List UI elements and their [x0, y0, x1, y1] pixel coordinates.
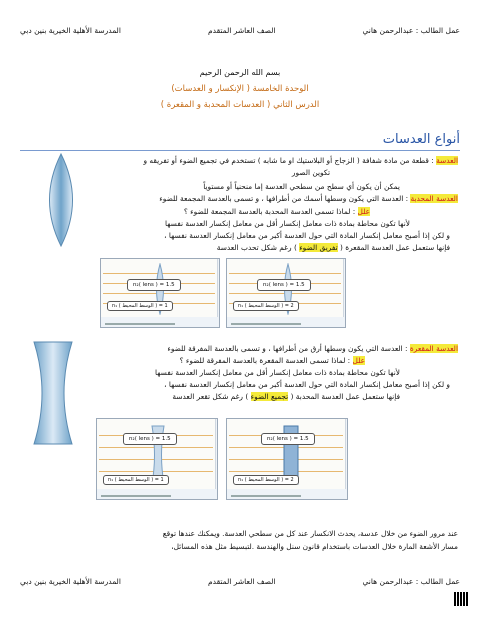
- concave-answer-3-pre: فإنها ستعمل عمل العدسة المحدبة (: [288, 392, 400, 401]
- concave-question-text: : لماذا تسمى العدسة المقعرة بالعدسة المفرقة للضوء ؟: [179, 356, 353, 365]
- qr-code-icon: [454, 592, 468, 606]
- convex-answer-1: لأنها تكون محاطة بمادة ذات معامل إنكسار أقل من معامل إنكسار العدسة نفسها: [165, 219, 410, 228]
- sim-medium-index: n₁ ( الوسط المحيط ) = 2: [233, 301, 299, 311]
- concave-definition: [20, 344, 458, 354]
- convex-definition: [20, 194, 458, 204]
- closing-line-2: مسار الأشعة المارة خلال العدسات باستخدام قانون سنل والهندسة .لتبسيط مثل هذه المسائل،: [171, 542, 458, 551]
- sim-pane: [97, 419, 216, 489]
- sim-slider[interactable]: [231, 495, 301, 497]
- concave-answer-2: و لكن إذا أصبح معامل إنكسار المادة التي حول العدسة أكبر من معامل إنكسار العدسة نفسها ،: [164, 380, 450, 389]
- convex-definition-text: : العدسة التي يكون وسطها أسمك من أطرافها ، و تسمى بالعدسة المجمعة للضوء: [159, 194, 411, 203]
- sim-slider[interactable]: [105, 323, 175, 325]
- lens-definition-line2: تكوين الصور: [291, 168, 330, 177]
- convex-answer-3: [20, 243, 450, 253]
- convex-question-label: علل: [357, 207, 370, 216]
- sim-pane: [101, 259, 218, 317]
- sim-pane: [227, 419, 346, 489]
- simulation-concave-medium-1: [96, 418, 218, 500]
- lens-definition-line1: [20, 156, 458, 166]
- basmala: بسم الله الرحمن الرحيم: [199, 68, 281, 77]
- concave-question: [20, 356, 365, 366]
- student-name: عمل الطالب : عبدالرحمن هاني: [362, 26, 460, 35]
- student-name: عمل الطالب : عبدالرحمن هاني: [362, 577, 460, 586]
- sim-pane: [227, 259, 344, 317]
- sim-lens-index: n₂( lens ) = 1.5: [123, 433, 177, 445]
- grade-label: الصف العاشر المتقدم: [208, 26, 276, 35]
- convex-answer-3-highlight: تفريق الضوء: [299, 243, 338, 252]
- sim-lens-index: n₂( lens ) = 1.5: [127, 279, 181, 291]
- lens-term: العدسة: [436, 156, 458, 165]
- convex-answer-3-pre: فإنها ستعمل عمل العدسة المقعرة (: [337, 243, 450, 252]
- concave-answer-3: [20, 392, 400, 402]
- closing-line-1: عند مرور الضوء من خلال عدسة، يحدث الانكسار عند كل من سطحي العدسة. ويمكنك عندها توقع: [162, 529, 458, 538]
- sim-medium-index: n₁ ( الوسط المحيط ) = 2: [233, 475, 299, 485]
- concave-question-label: علل: [352, 356, 365, 365]
- sim-medium-index: n₁ ( الوسط المحيط ) = 1: [103, 475, 169, 485]
- school-name: المدرسة الأهلية الخيرية بنين دبي: [20, 577, 121, 586]
- concave-answer-3-highlight: تجميع الضوء: [250, 392, 289, 401]
- sim-lens-index: n₂( lens ) = 1.5: [261, 433, 315, 445]
- convex-answer-3-post: ) رغم شكل تحدب العدسة: [216, 243, 300, 252]
- sim-slider[interactable]: [231, 323, 301, 325]
- school-name: المدرسة الأهلية الخيرية بنين دبي: [20, 26, 121, 35]
- convex-question-text: : لماذا تسمى العدسة المحدبة بالعدسة المجمعة للضوء ؟: [183, 207, 358, 216]
- sim-slider[interactable]: [101, 495, 171, 497]
- unit-title: الوحدة الخامسة ( الإنكسار و العدسات): [171, 84, 309, 94]
- concave-answer-1: لأنها تكون محاطة بمادة ذات معامل إنكسار أقل من معامل إنكسار العدسة نفسها: [155, 368, 400, 377]
- section-title: أنواع العدسات: [382, 132, 460, 147]
- sim-medium-index: n₁ ( الوسط المحيط ) = 1: [107, 301, 173, 311]
- title-divider: [20, 150, 460, 151]
- convex-question: [20, 207, 370, 217]
- convex-answer-2: و لكن إذا أصبح معامل إنكسار المادة التي حول العدسة أكبر من معامل إنكسار العدسة نفسها ،: [164, 231, 450, 240]
- lens-definition-text: : قطعة من مادة شفافة ( الزجاج أو البلاستيك او ما شابه ) تستخدم في تجميع الضوء أو تفريقه و: [143, 156, 437, 165]
- convex-term: العدسة المحدبة: [410, 194, 458, 203]
- concave-term: العدسة المقعرة: [409, 344, 458, 353]
- grade-label: الصف العاشر المتقدم: [208, 577, 276, 586]
- simulation-convex-medium-1: [100, 258, 220, 328]
- lens-surface-note: يمكن أن يكون أي سطح من سطحي العدسة إما منحنياً أو مستوياً: [203, 182, 400, 191]
- simulation-convex-medium-2: [226, 258, 346, 328]
- concave-definition-text: : العدسة التي يكون وسطها أرق من أطرافها ، و تسمى بالعدسة المفرقة للضوء: [167, 344, 410, 353]
- page-header: [20, 26, 460, 35]
- sim-lens-index: n₂( lens ) = 1.5: [257, 279, 311, 291]
- simulation-concave-medium-2: [226, 418, 348, 500]
- concave-answer-3-post: ) رغم شكل تقعر العدسة: [172, 392, 251, 401]
- page-footer: [20, 577, 460, 586]
- lesson-title: الدرس الثاني ( العدسات المحدبة و المقعرة ): [160, 100, 320, 110]
